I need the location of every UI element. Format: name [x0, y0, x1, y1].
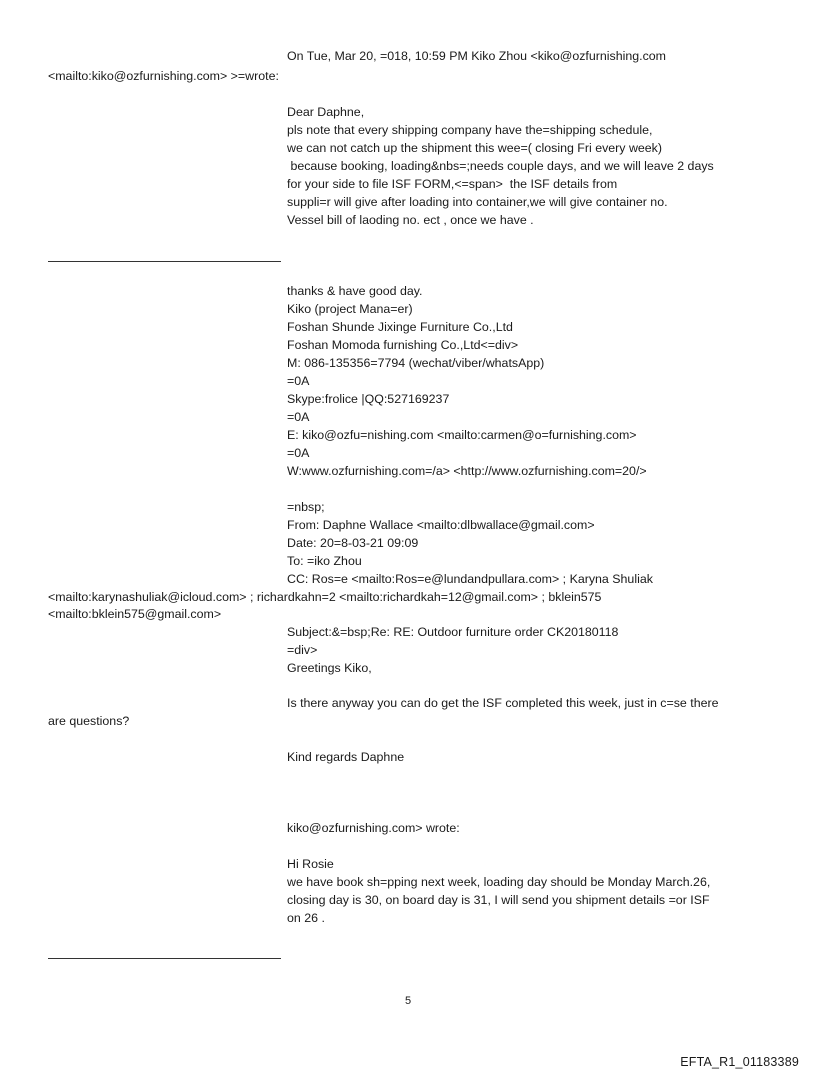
- cc-line-2: <mailto:karynashuliak@icloud.com> ; richardkahn=2 <mailto:richardkah=12@gmail.com> ; bklein575: [48, 590, 602, 604]
- body-line: because booking, loading&nbs=;needs couple days, and we will leave 2 days: [287, 159, 714, 173]
- signature-line: Skype:frolice |QQ:527169237: [287, 392, 450, 406]
- body-line: Vessel bill of laoding no. ect , once we have .: [287, 213, 534, 227]
- regards-line: Kind regards Daphne: [287, 750, 405, 764]
- signature-line: E: kiko@ozfu=nishing.com <mailto:carmen@o=furnishing.com>: [287, 428, 637, 442]
- cc-line-3: <mailto:bklein575@gmail.com>: [48, 607, 222, 621]
- signature-line: Foshan Momoda furnishing Co.,Ltd<=div>: [287, 338, 519, 352]
- body-line: suppli=r will give after loading into container,we will give container no.: [287, 195, 668, 209]
- email-header-line-1: On Tue, Mar 20, =018, 10:59 PM Kiko Zhou <kiko@ozfurnishing.com: [287, 49, 666, 63]
- separator-rule: [48, 958, 281, 959]
- div-line: =div>: [287, 643, 318, 657]
- signature-line: Kiko (project Mana=er): [287, 302, 413, 316]
- body-line: we can not catch up the shipment this wee=( closing Fri every week): [287, 141, 662, 155]
- question-line-2: are questions?: [48, 714, 130, 728]
- signature-line: W:www.ozfurnishing.com=/a> <http://www.ozfurnishing.com=20/>: [287, 464, 647, 478]
- reply-wrote-line: kiko@ozfurnishing.com> wrote:: [287, 821, 460, 835]
- body-line: Dear Daphne,: [287, 105, 365, 119]
- page-number: 5: [404, 995, 412, 1007]
- subject-line: Subject:&=bsp;Re: RE: Outdoor furniture order CK20180118: [287, 625, 619, 639]
- to-line: To: =iko Zhou: [287, 554, 362, 568]
- signature-line: =0A: [287, 410, 310, 424]
- reply-line: on 26 .: [287, 911, 325, 925]
- signature-line: =0A: [287, 374, 310, 388]
- nbsp-line: =nbsp;: [287, 500, 325, 514]
- body-line: pls note that every shipping company have the=shipping schedule,: [287, 123, 653, 137]
- email-header-line-2: <mailto:kiko@ozfurnishing.com> >=wrote:: [48, 69, 279, 83]
- body-line: for your side to file ISF FORM,<=span> the ISF details from: [287, 177, 618, 191]
- reply-greeting: Hi Rosie: [287, 857, 334, 871]
- document-id: EFTA_R1_01183389: [680, 1055, 799, 1069]
- signature-line: thanks & have good day.: [287, 284, 423, 298]
- separator-rule: [48, 261, 281, 262]
- from-line: From: Daphne Wallace <mailto:dlbwallace@gmail.com>: [287, 518, 595, 532]
- date-line: Date: 20=8-03-21 09:09: [287, 536, 419, 550]
- question-line-1: Is there anyway you can do get the ISF completed this week, just in c=se there: [287, 696, 719, 710]
- signature-line: Foshan Shunde Jixinge Furniture Co.,Ltd: [287, 320, 513, 334]
- reply-line: closing day is 30, on board day is 31, I will send you shipment details =or ISF: [287, 893, 710, 907]
- signature-line: M: 086-135356=7794 (wechat/viber/whatsApp): [287, 356, 545, 370]
- greeting-line: Greetings Kiko,: [287, 661, 372, 675]
- cc-line-1: CC: Ros=e <mailto:Ros=e@lundandpullara.com> ; Karyna Shuliak: [287, 572, 653, 586]
- signature-line: =0A: [287, 446, 310, 460]
- reply-line: we have book sh=pping next week, loading day should be Monday March.26,: [287, 875, 711, 889]
